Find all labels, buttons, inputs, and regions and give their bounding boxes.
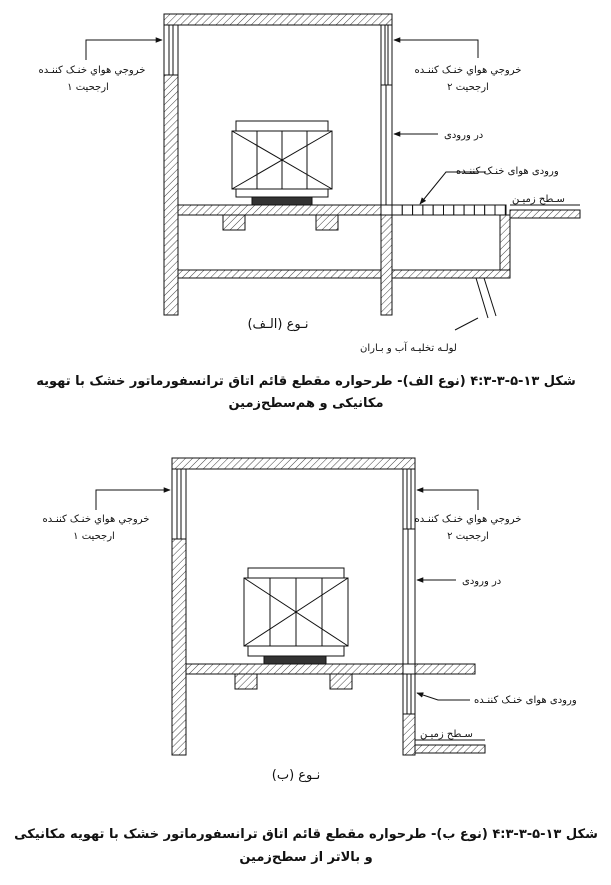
inlet-grille-cell [454, 205, 464, 215]
outlet-2-label-b: خروجي هواي خنـک کننـده [414, 514, 522, 525]
caption-line2-a: مکانيکی و هم‌سطح‌زمين [228, 396, 384, 411]
outlet-2-priority-a: ارجحيت ۲ [447, 82, 489, 93]
inlet-grille-cell [413, 205, 423, 215]
ground-level-label-a: سـطح زميـن [512, 194, 565, 205]
outlet-1-priority-a: ارجحيت ۱ [67, 82, 109, 93]
outlet-1-label-b: خروجي هواي خنـک کننـده [42, 514, 150, 525]
entrance-door-label-a: در ورودی [444, 130, 484, 141]
inlet-grille-cell [444, 205, 454, 215]
type-label-b: نـوع (ب) [271, 768, 321, 783]
caption-line1-a: شکل ۱۳-۵-۳-۴:۳ (نوع الف)- طرحواره مقطع قائم اتاق ترانسفورماتور خشک با تهويه [36, 374, 576, 389]
outlet-2-priority-b: ارجحيت ۲ [447, 531, 489, 542]
outlet-2-label-a: خروجي هواي خنـک کننـده [414, 65, 522, 76]
caption-line1-b: شکل ۱۳-۵-۳-۴:۳ (نوع ب)- طرحواره مقطع قائم اتاق ترانسفورماتور خشک با تهويه مکانيکی [14, 827, 598, 842]
inlet-grille-cell [464, 205, 474, 215]
inlet-grille-cell [402, 205, 412, 215]
ground-level-label-b: سـطح زميـن [420, 729, 473, 740]
diagram-a [36, 14, 580, 411]
drain-pipe-label-a: لولـه تخليـه آب و بـاران [360, 343, 457, 354]
outlet-1-label-a: خروجي هواي خنـک کننـده [38, 65, 146, 76]
entrance-door-label-b: در ورودی [462, 576, 502, 587]
inlet-grille-cell [495, 205, 505, 215]
inlet-grille-cell [423, 205, 433, 215]
inlet-grille-a [392, 205, 505, 215]
caption-line2-b: و بالاتر از سطح‌زمين [239, 850, 373, 865]
inlet-grille-cell [392, 205, 402, 215]
inlet-grille-cell [433, 205, 443, 215]
outlet-1-priority-b: ارجحيت ۱ [73, 531, 115, 542]
inlet-grille-cell [485, 205, 495, 215]
transformer-a [232, 121, 332, 205]
inlet-label-b: ورودی هوای خنـک کننـده [474, 695, 577, 706]
inlet-label-a: ورودی هوای خنـک کننـده [456, 166, 559, 177]
transformer-b [244, 568, 348, 664]
diagram-b [14, 458, 598, 865]
inlet-grille-cell [474, 205, 484, 215]
type-label-a: نـوع (الـف) [247, 317, 309, 332]
